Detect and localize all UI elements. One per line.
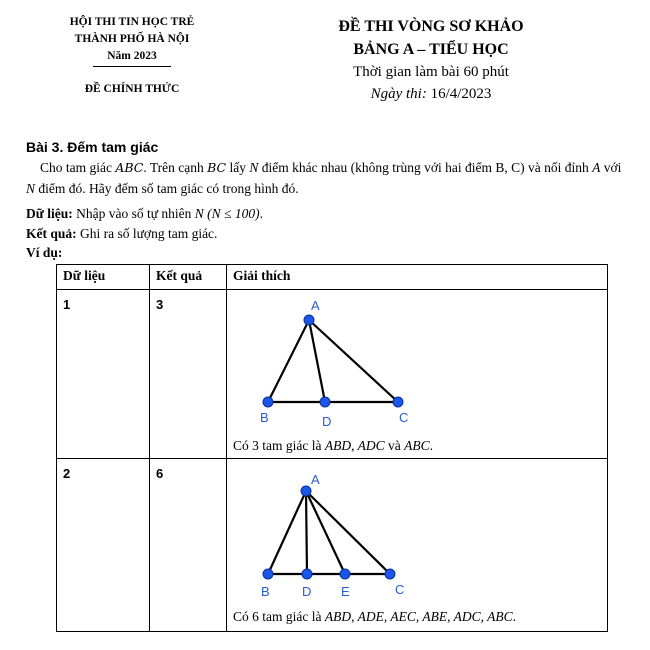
point-e (340, 569, 350, 579)
row2-explanation (227, 459, 607, 631)
caption-text: Có 6 tam giác là (233, 609, 325, 624)
label-c: C (395, 582, 405, 597)
output-label: Kết quả: (26, 226, 77, 241)
point-d (302, 569, 312, 579)
official-label: ĐỀ CHÍNH THỨC (84, 83, 180, 95)
label-e: E (341, 584, 350, 599)
row2-input: 2 (63, 466, 71, 481)
problem-description (26, 157, 632, 199)
exam-header (300, 16, 562, 104)
row2-caption (233, 609, 516, 625)
desc-math: ABC (115, 160, 144, 175)
org-line-2: THÀNH PHỐ HÀ NỘI (74, 33, 190, 45)
row1-output: 3 (156, 297, 164, 312)
desc-math: BC (207, 160, 227, 175)
header-explanation: Giải thích (227, 265, 608, 290)
caption-text: và (384, 438, 405, 453)
row1-caption (233, 438, 433, 454)
exam-date (300, 84, 562, 104)
caption-text: . (512, 609, 516, 624)
problem-title: Bài 3. Đếm tam giác (26, 139, 159, 155)
caption-text: . (429, 438, 433, 453)
desc-math: N (249, 160, 259, 175)
exam-date-value: 16/4/2023 (430, 86, 492, 102)
input-spec (26, 205, 263, 223)
label-b: B (260, 410, 269, 425)
row1-input-cell (57, 290, 150, 459)
org-line-1: HỘI THI TIN HỌC TRẺ (69, 16, 195, 28)
point-d (320, 397, 330, 407)
input-math: N (N ≤ 100) (194, 206, 260, 221)
label-a: A (311, 472, 320, 487)
desc-math: A (592, 160, 601, 175)
row1-explanation-cell (227, 290, 608, 459)
table-header-row (57, 265, 608, 290)
desc-text: lấy (226, 160, 250, 175)
point-b (263, 569, 273, 579)
exam-title: ĐỀ THI VÒNG SƠ KHẢO (338, 18, 524, 35)
example-label-text: Ví dụ: (26, 245, 63, 260)
point-a (304, 315, 314, 325)
label-b: B (261, 584, 270, 599)
row1-explanation (227, 290, 607, 458)
caption-text: Có 3 tam giác là (233, 438, 325, 453)
label-c: C (399, 410, 409, 425)
exam-group: BẢNG A – TIỂU HỌC (353, 41, 509, 58)
point-c (385, 569, 395, 579)
output-text: Ghi ra số lượng tam giác. (80, 226, 218, 241)
point-c (393, 397, 403, 407)
exam-date-label: Ngày thi: (370, 86, 427, 102)
desc-text: . Trên cạnh (143, 160, 208, 175)
label-d: D (302, 584, 312, 599)
row2-output-cell (150, 459, 227, 632)
example-label (26, 244, 62, 262)
desc-math: N (26, 181, 36, 196)
caption-math: ABD, ADE, AEC, ABE, ADC, ABC (324, 609, 513, 624)
table-row (57, 290, 608, 459)
caption-math: ABD, ADC (324, 438, 385, 453)
triangle-figure-2 (227, 459, 607, 605)
organizer-header (40, 14, 224, 98)
row1-input: 1 (63, 297, 71, 312)
row2-explanation-cell (227, 459, 608, 632)
desc-text: Cho tam giác (40, 160, 116, 175)
row1-output-cell (150, 290, 227, 459)
point-a (301, 486, 311, 496)
desc-text: điểm khác nhau (không trùng với hai điểm B, C) và nối đỉnh (258, 160, 593, 175)
caption-math: ABC (404, 438, 430, 453)
year: Năm 2023 (93, 48, 171, 67)
row2-output: 6 (156, 466, 164, 481)
output-spec (26, 225, 217, 243)
point-b (263, 397, 273, 407)
input-label: Dữ liệu: (26, 206, 73, 221)
header-input: Dữ liệu (57, 265, 150, 290)
label-d: D (322, 414, 332, 429)
input-end: . (259, 206, 263, 221)
desc-text: điểm đó. Hãy đếm số tam giác có trong hình đó. (35, 181, 299, 196)
example-table (56, 264, 608, 632)
desc-text: với (600, 160, 622, 175)
table-row (57, 459, 608, 632)
header-output: Kết quả (150, 265, 227, 290)
row2-input-cell (57, 459, 150, 632)
label-a: A (311, 298, 320, 313)
exam-duration: Thời gian làm bài 60 phút (353, 64, 509, 80)
triangle-figure-1 (227, 290, 607, 436)
input-text: Nhập vào số tự nhiên (76, 206, 195, 221)
